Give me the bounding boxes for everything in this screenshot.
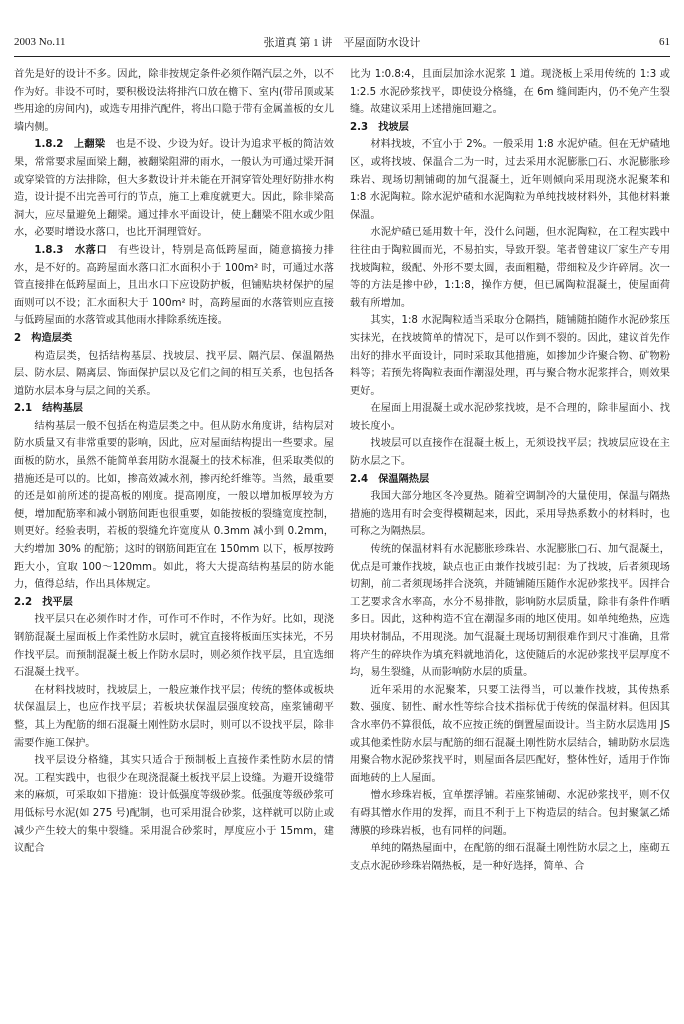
issue-label: 2003 No.11: [14, 36, 66, 48]
running-header: [14, 32, 670, 52]
paragraph-text: 有些设计，特别是高低跨屋面，随意搞接力排水，是不好的。高跨屋面水落口汇水面积小于 100m² 时，可通过水落管直接排在低跨屋面上，且出水口下应设防护板，但铺贴块材保护的屋面则可以不设；汇水面积大于 100m² 时，高跨屋面的水落管则应直接与低跨屋面的水落管或其他雨水排除系统连接。: [14, 244, 334, 327]
paragraph-text: 结构基层一般不包括在构造层类之中。但从防水角度讲，结构层对防水质量又有非常重要的影响，因此，应对屋面结构提出一些要求。屋面板的防水，虽然不能简单套用防水混凝土的技术标准，但采取类似的措施还是可以的。比如，掺高效减水剂，掺丙纶纤维等。当然，最重要的还是如前所述的提高板的刚度。提高刚度，一般以增加板厚较为方便，增加配筋率和减小钢筋间距也很重要，如能按板的裂缝宽度控制，则更好。经验表明，若板的裂缝允许宽度从 0.3mm 减小到 0.2mm，大约增加 30% 的配筋；这时的钢筋间距宜在 150mm 以下，板厚按跨距大小，宜取 100～120mm。如此，将大大提高结构基层的防水能力，值得总结，作出具体规定。: [14, 420, 334, 591]
paragraph-text: 比为 1:0.8:4，且面层加涂水泥浆 1 道。现浇板上采用传统的 1:3 或 1:2.5 水泥砂浆找平，即使设分格缝，在 6m 缝间距内，仍不免产生裂缝。故建议采用上述措施回避之。: [350, 69, 670, 116]
paragraph-text: 找平层只在必须作时才作，可作可不作时，不作为好。比如，现浇钢筋混凝土屋面板上作柔性防水层时，就宜直接将板面压实抹光，不另作找平层。而预制混凝土板上作防水层时，则必须作找平层，且宜选细石混凝土找平。: [14, 614, 334, 679]
right-column: [350, 66, 670, 875]
paragraph: [350, 136, 670, 224]
paragraph-text: 其实，1:8 水泥陶粒适当采取分仓隔挡，随铺随拍随作水泥砂浆压实抹光，在找坡简单的情况下，是可以作到不裂的。因此，建议首先作出好的排水平面设计，同时采取其他措施，如掺加少许聚合物、矿物粉料等；若预先将陶粒表面作潮湿处理，再与聚合物水泥浆拌合，则效果更好。: [350, 315, 670, 397]
paragraph: [350, 488, 670, 541]
paragraph-text: 也是不设、少设为好。设计为追求平板的简洁效果，常常要求屋面梁上翻，被翻梁阻滞的雨水，一般认为可通过梁开洞或穿梁管的方法排除，但大多数设计并未能在开洞穿管处理好防排水构造，设计提不出完善可行的节点，施工上难度就更大。因此，除非梁高洞大，应尽量避免上翻梁。通过排水平面设计，使上翻梁不阻水或少阻水，必要时增设水落口，也比开洞理管好。: [14, 139, 334, 239]
paragraph: [14, 752, 334, 858]
paragraph: [350, 787, 670, 840]
paragraph: [350, 435, 670, 470]
paragraph: [14, 418, 334, 594]
page-number: 61: [659, 36, 670, 48]
paragraph: [14, 66, 334, 136]
paragraph: [14, 682, 334, 752]
running-title: 张道真 第 1 讲 平屋面防水设计: [263, 37, 421, 49]
paragraph: [350, 312, 670, 400]
paragraph-text: 传统的保温材料有水泥膨胀珍珠岩、水泥膨胀□石、加气混凝土，优点是可兼作找坡，缺点也正由兼作找坡引起：为了找坡，后者须现场切割，前二者须现场拌合浇筑，并随铺随压随作水泥砂浆找平。因拌合工艺要求含水率高，水分不易排散，影响防水层质量，除非有条件作晒多日。因此，这种构造不宜在潮湿多雨的地区使用。如单纯绝热，应选用块材制品，不用现浇。加气混凝土现场切割很难作到尺寸准确，且常将产生的碎块作为填充料就地消化，这使随后的水泥砂浆找平层厚度不均，易生裂缝，从而影响防水层的质量。: [350, 544, 670, 679]
paragraph-text: 首先是好的设计不多。因此，除非按规定条件必须作隔汽层之外，以不作为好。非设不可时，要积极设法将排汽口放在檐下、室内(带吊顶或某些用途的房间内)，或选专用排汽配件，将出口隐于带有金属盖板的女儿墙内侧。: [14, 69, 334, 133]
paragraph: [350, 541, 670, 682]
paragraph-text: 构造层类，包括结构基层、找坡层、找平层、隔汽层、保温隔热层、防水层、隔离层、饰面保护层以及它们之间的相互关系，也包括各道防水层本身与层之间的关系。: [14, 350, 334, 397]
paragraph: [350, 224, 670, 312]
paragraph-text: 我国大部分地区冬冷夏热。随着空调制冷的大量使用，保温与隔热措施的选用有时会变得模糊起来，因此，采用导热系数小的材料时，也可称之为隔热层。: [350, 491, 670, 538]
paragraph-text: 水泥炉碴已延用数十年，没什么问题，但水泥陶粒，在工程实践中往往由于陶粒圆而光，不易拍实，导致开裂。笔者曾建议厂家生产专用找坡陶粒，级配、外形不要太圆，表面粗糙，带细粒及少许碎屑。次一等的方法是掺中砂，1:1:8，操作方便，但已属陶粒混凝土，使屋面荷载有所增加。: [350, 227, 670, 309]
section-heading: 2.2 找平层: [14, 596, 73, 608]
paragraph-text: 材料找坡，不宜小于 2%。一般采用 1:8 水泥炉碴。但在无炉碴地区，或将找坡、保温合二为一时，过去采用水泥膨胀□石、水泥膨胀珍珠岩、现场切割铺砌的加气混凝土，近年则倾向采用现浇水泥聚苯和 1:8 水泥陶粒。除水泥炉碴和水泥陶粒为单纯找坡材料外，其他材料兼保温。: [350, 139, 670, 221]
paragraph: [350, 400, 670, 435]
section-heading: 2.4 保温隔热层: [350, 473, 430, 485]
subsection-heading: 1.8.3 水落口: [34, 244, 119, 256]
paragraph-text: 单纯的隔热屋面中，在配筋的细石混凝土刚性防水层之上，座砌五支点水泥砂珍珠岩隔热板，是一种好选择，简单、合: [350, 843, 670, 872]
section-heading: 2.3 找坡层: [350, 121, 409, 133]
paragraph: [350, 682, 670, 788]
paragraph-text: 在屋面上用混凝土或水泥砂浆找坡，是不合理的，除非屋面小、找坡长度小。: [350, 403, 670, 432]
paragraph-text: 在材料找坡时，找坡层上，一般应兼作找平层；传统的整体或板块状保温层上，也应作找平层；若板块状保温层强度较高，座浆铺砌平整，其上为配筋的细石混凝土刚性防水层时，则可以不设找平层，除非需要作施工保护。: [14, 684, 334, 749]
section-heading: 2 构造层类: [14, 332, 73, 344]
paragraph: [14, 136, 334, 242]
paragraph: [14, 611, 334, 681]
article-body: [14, 66, 670, 875]
paragraph-text: 找坡层可以直接作在混凝土板上，无须设找平层；找坡层应设在主防水层之下。: [350, 438, 670, 468]
paragraph: [350, 66, 670, 119]
paragraph: [14, 242, 334, 330]
section-heading: 2.1 结构基层: [14, 403, 83, 415]
paragraph-text: 憎水珍珠岩板，宜单摆浮铺。若座浆铺砌、水泥砂浆找平，则不仅有碍其憎水作用的发挥，而且不利于上下构造层的结合。包封聚氯乙烯薄膜的珍珠岩板，也有同样的问题。: [350, 790, 670, 837]
paragraph: [14, 348, 334, 401]
paragraph: [350, 840, 670, 875]
paragraph-text: 找平层设分格缝，其实只适合于预制板上直接作柔性防水层的情况。工程实践中，也很少在现浇混凝土板找平层上设缝。为避开设缝带来的麻烦，可采取如下措施：设计低强度等级砂浆。低强度等级砂浆可用低标号水泥(如 275 号)配制，也可采用混合砂浆，这样就可以防止或减少产生较大的集中裂缝。采用混合砂浆时，厚度应小于 15mm，建议配合: [14, 755, 334, 855]
paragraph-text: 近年采用的水泥聚苯，只要工法得当，可以兼作找坡，其传热系数、强度、韧性、耐水性等综合技术指标优于传统的保温材料。但因其含水率仍不算很低，故不应按正统的倒置屋面设计。当主防水层选用 JS 或其他柔性防水层与配筋的细石混凝土刚性防水层结合，辅助防水层选用聚合物水泥砂浆找平时，则屋面各层匹配好，整体性好，适用于作饰面地砖的上人屋面。: [350, 684, 670, 784]
header-rule: [14, 56, 670, 57]
subsection-heading: 1.8.2 上翻梁: [34, 139, 116, 151]
left-column: [14, 66, 334, 875]
